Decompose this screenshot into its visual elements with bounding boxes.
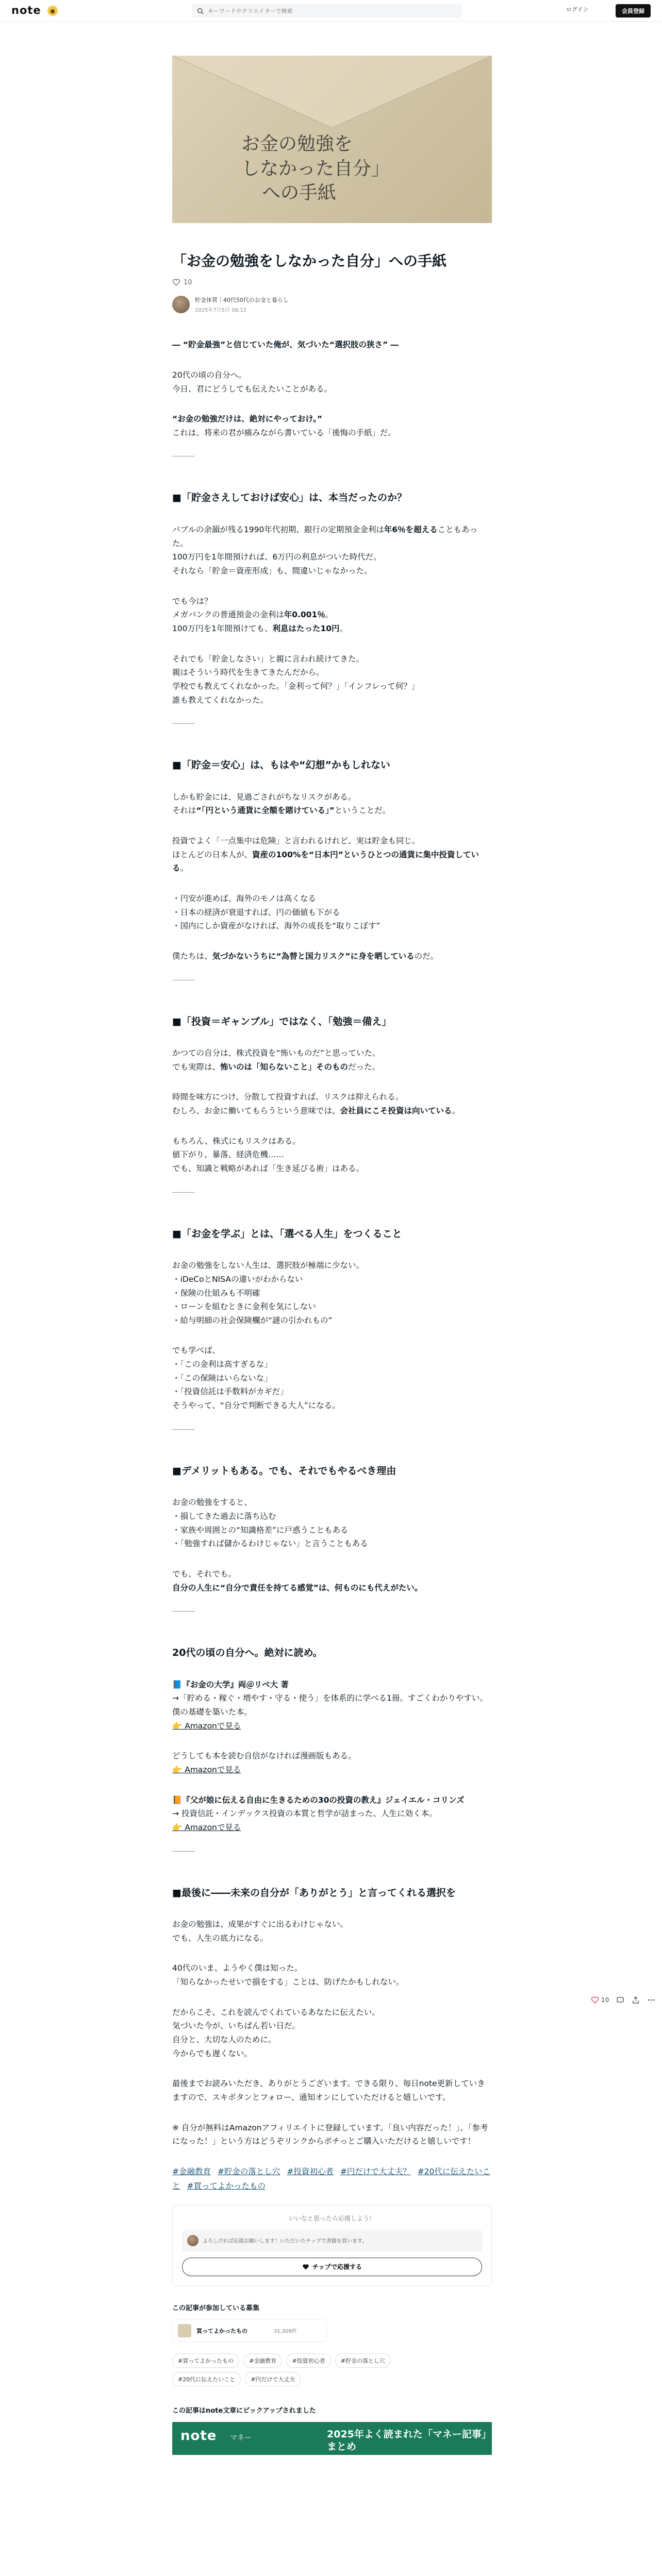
body-line: メガバンクの普通預金の金利は <box>172 610 284 620</box>
amazon-link[interactable]: 👉 Amazonで見る <box>172 1765 241 1774</box>
list-item: ・「投資信託は手数料がカギだ」 <box>172 1387 288 1397</box>
body-line: 。 <box>452 1106 460 1116</box>
body-line: バブルの余韻が残る1990年代初期、銀行の定期預金金利は <box>172 524 384 534</box>
banner-title: 2025年よく読まれた「マネー記事」まとめ <box>327 2428 491 2453</box>
author-name[interactable]: 貯金体質｜40代50代のお金と暮らし <box>195 297 289 304</box>
body-line: 100万円を1年間預ければ、6万円の利息がついた時代だ。 <box>172 552 382 562</box>
body-line: お金の勉強は、成果がすぐに出るわけじゃない。 <box>172 1920 349 1929</box>
contest-name: 買ってよかったもの <box>196 2327 247 2334</box>
body-line: むしろ、お金に働いてもらうという意味では、 <box>172 1106 340 1116</box>
support-box <box>172 2205 492 2286</box>
body-line: そうやって、“自分で判断できる大人”になる。 <box>172 1401 340 1411</box>
body-line: でも学べば、 <box>172 1346 221 1355</box>
body-line: もちろん、株式にもリスクはある。 <box>172 1136 301 1146</box>
body-line: これは、将来の君が痛みながら書いている「後悔の手紙」だ。 <box>172 428 396 437</box>
support-title: いいなと思ったら応援しよう！ <box>288 2214 375 2222</box>
author-avatar[interactable] <box>172 296 190 313</box>
body-line: しかも貯金には、見過ごされがちなリスクがある。 <box>172 792 356 802</box>
list-item: ・ローンを組むときに金利を気にしない <box>172 1302 316 1312</box>
body-line: それは <box>172 806 196 816</box>
side-action-bar <box>591 1996 655 2004</box>
body-line: 40代のいま、ようやく僕は知った。 <box>172 1963 303 1973</box>
section-heading: 20代の頃の自分へ。絶対に読め。 <box>172 1647 323 1659</box>
heart-icon[interactable] <box>591 1996 599 2004</box>
body-line: どうしても本を読む自信がなければ漫画版もある。 <box>172 1751 356 1761</box>
body-emphasis: 資産の100%を“日本円”というひとつの通貨に集中投資している <box>172 850 479 873</box>
amazon-link[interactable]: 👉 Amazonで見る <box>172 1822 241 1832</box>
tip-support-button[interactable] <box>182 2258 482 2276</box>
body-line: でも、知識と戦略があれば「生き延びる術」はある。 <box>172 1164 365 1174</box>
body-line: 。 <box>339 623 348 633</box>
tag-link[interactable]: #買ってよかったもの <box>187 2181 266 2191</box>
hashtag-chip[interactable]: #20代に伝えたいこと <box>172 2372 241 2386</box>
body-line: だった。 <box>348 1062 380 1072</box>
body-line: 20代の頃の自分へ。 <box>172 370 246 380</box>
like-count: 10 <box>184 278 192 286</box>
body-emphasis: 怖いのは「知らないこと」そのもの <box>220 1062 349 1072</box>
search-bar[interactable] <box>192 4 462 18</box>
divider <box>172 1429 195 1430</box>
body-line: ほとんどの日本人が、 <box>172 850 253 859</box>
contest-thumbnail <box>178 2324 191 2337</box>
divider <box>172 1611 195 1612</box>
body-line: 。 <box>180 863 189 873</box>
list-item: ・損してきた過去に落ち込む <box>172 1511 276 1521</box>
body-line: 誰も教えてくれなかった。 <box>172 695 269 705</box>
section-heading: ■「投資＝ギャンブル」ではなく、「勉強＝備え」 <box>172 1015 392 1027</box>
banner-category: マネー <box>230 2433 252 2442</box>
section-heading: ■「お金を学ぶ」とは、「選べる人生」をつくること <box>172 1228 402 1240</box>
tag-link[interactable]: #貯金の落とし穴 <box>217 2166 280 2176</box>
tag-list <box>172 2165 492 2194</box>
hero-line: お金の勉強を <box>241 133 353 155</box>
body-line: “お金の勉強だけは、絶対にやっておけ。” <box>172 414 323 424</box>
body-line: でも、人生の底力になる。 <box>172 1933 269 1943</box>
tag-link[interactable]: #円だけで大丈夫？ <box>340 2166 411 2176</box>
author-avatar[interactable] <box>187 2235 198 2246</box>
list-item: ・「勉強すれば儲かるわけじゃない」と言うこともある <box>172 1539 368 1549</box>
list-item: ・日本の経済が衰退すれば、円の価値も下がる <box>172 907 340 917</box>
tip-icon <box>302 2263 309 2270</box>
list-item: ・保険の仕組みも不明確 <box>172 1288 260 1298</box>
body-emphasis: 自分の人生に“自分で責任を持てる感覚”は、何ものにも代えがたい。 <box>172 1583 423 1592</box>
like-count: 10 <box>601 1996 609 2004</box>
heart-icon[interactable] <box>172 278 180 286</box>
publish-date: 2025年7月5日 08:12 <box>195 308 247 314</box>
hashtag-chip[interactable]: #投資初心者 <box>286 2353 330 2368</box>
support-message-card <box>182 2230 482 2251</box>
body-line: ということだ。 <box>334 806 391 816</box>
article-body <box>172 338 492 2194</box>
contest-heading: この記事が参加している募集 <box>172 2304 260 2312</box>
body-line: 100万円を1年間預けても、 <box>172 623 273 633</box>
body-line: だからこそ、これを読んでくれているあなたに伝えたい。 <box>172 2007 380 2017</box>
hashtag-chip[interactable]: #買ってよかったもの <box>172 2353 239 2368</box>
note-logo: note <box>180 2428 217 2444</box>
body-line: お金の勉強をしない人生は、選択肢が極端に少ない。 <box>172 1261 365 1270</box>
comment-icon[interactable] <box>616 1996 624 2004</box>
tag-link[interactable]: #20代に伝えたいこと <box>172 2166 490 2191</box>
body-emphasis: 年0.001％ <box>284 610 325 620</box>
body-line: 気づいた今が、いちばん若い日だ。 <box>172 2021 301 2031</box>
tag-link[interactable]: #投資初心者 <box>287 2166 334 2176</box>
support-message: よろしければ応援お願いします！いただいたチップで書籍を買います。 <box>203 2239 368 2245</box>
list-item: ・国内にしか資産がなければ、海外の成長を“取りこぼす” <box>172 921 380 931</box>
divider <box>172 723 195 724</box>
body-line: 今からでも遅くない。 <box>172 2048 252 2058</box>
divider <box>172 1851 195 1852</box>
contest-count: 31,309件 <box>274 2329 297 2335</box>
pickup-heading: この記事はnote文章にピックアップされました <box>172 2406 316 2415</box>
top-header <box>0 0 662 22</box>
body-line: 学校でも教えてくれなかった。「金利って何？」「インフレって何？」 <box>172 681 420 691</box>
search-input[interactable] <box>208 8 445 14</box>
list-item: ・「この金利は高すぎるな」 <box>172 1360 272 1369</box>
body-line: 。 <box>325 610 334 620</box>
login-button[interactable]: ログイン <box>566 6 589 13</box>
body-emphasis: 年6％を超える <box>384 524 438 534</box>
hashtag-chip[interactable]: #金融教育 <box>243 2353 282 2368</box>
section-heading: ■「貯金さえしておけば安心」は、本当だったのか？ <box>172 492 407 504</box>
tag-link[interactable]: #金融教育 <box>172 2166 211 2176</box>
body-line: でも、それでも。 <box>172 1569 237 1579</box>
body-line: 値下がり、暴落、経済危機…… <box>172 1150 285 1160</box>
divider <box>172 1192 195 1193</box>
body-line: それでも「貯金しなさい」と親に言われ続けてきた。 <box>172 654 365 664</box>
hero-text <box>241 132 390 206</box>
body-line: それなら「貯金＝資産形成」も、間違いじゃなかった。 <box>172 566 372 575</box>
mascot-icon: ● <box>47 6 58 16</box>
author-block[interactable] <box>172 296 492 313</box>
body-line: 最後までお読みいただき、ありがとうございます。できる限り、毎日note更新していきますので、スキボタンとフォロー、通知オンにしていただけると嬉しいです。 <box>172 2079 485 2102</box>
hero-line: しなかった自分」 <box>241 158 390 179</box>
body-line: 「知らなかったせいで損をする」ことは、防げたかもしれない。 <box>172 1977 404 1987</box>
share-icon[interactable] <box>632 1996 640 2004</box>
contest-card[interactable] <box>172 2319 327 2342</box>
body-line: 自分と、大切な人のために。 <box>172 2035 276 2045</box>
book-title: 📘『お金の大学』両＠リベ大 著 <box>172 1680 289 1689</box>
section-heading: ■「貯金＝安心」は、もはや“幻想”かもしれない <box>172 759 390 771</box>
body-line: お金の勉強をすると、 <box>172 1498 253 1507</box>
body-line: ※ 自分が無料はAmazonアフィリエイトに登録しています。「良い内容だった！」、「参考になった！」という方はどうぞリンクからポチっとご購入いただけると嬉しいです！ <box>172 2123 488 2146</box>
body-line: こともあった。 <box>172 524 477 548</box>
body-line: 僕たちは、 <box>172 951 212 961</box>
search-icon <box>197 8 204 14</box>
hero-line: への手紙 <box>262 182 337 204</box>
article <box>172 56 492 2455</box>
list-item: ・給与明細の社会保険欄が“謎の引かれもの” <box>172 1315 333 1325</box>
body-emphasis: “「円という通貨に全額を賭けている」” <box>196 806 335 816</box>
body-line: 今日、君にどうしても伝えたいことがある。 <box>172 384 333 394</box>
list-item: ・「この保険はいらないな」 <box>172 1373 272 1383</box>
hashtag-chip[interactable]: #円だけで大丈夫 <box>245 2372 301 2386</box>
body-line: 投資でよく「一点集中は危険」と言われるけれど、実は貯金も同じ。 <box>172 836 420 845</box>
body-emphasis: 会社員にこそ投資は向いている <box>340 1106 452 1116</box>
list-item: ・家族や周囲との“知識格差”に戸惑うこともある <box>172 1525 349 1535</box>
body-line: かつての自分は、株式投資を“怖いものだ”と思っていた。 <box>172 1048 380 1058</box>
hashtag-chips <box>172 2353 461 2386</box>
list-item: ・円安が進めば、海外のモノは高くなる <box>172 893 316 903</box>
amazon-link[interactable]: 👉 Amazonで見る <box>172 1721 241 1731</box>
body-line: 親はそういう時代を生きてきたんだから。 <box>172 668 324 677</box>
pickup-banner[interactable] <box>172 2422 492 2455</box>
body-line: でも実際は、 <box>172 1062 221 1072</box>
book-description: → 投資信託・インデックス投資の本質と哲学が詰まった、人生に効く本。 <box>172 1809 437 1819</box>
body-line: でも今は？ <box>172 596 212 606</box>
section-heading: ■最後に――未来の自分が「ありがとう」と言ってくれる選択を <box>172 1887 456 1899</box>
body-emphasis: 利息はたった10円 <box>272 623 340 633</box>
envelope-flap-icon <box>172 56 492 138</box>
tip-support-label: チップで応援する <box>312 2263 362 2271</box>
body-line: 時間を味方につけ、分散して投資すれば、リスクは抑えられる。 <box>172 1092 404 1102</box>
section-heading: ■デメリットもある。でも、それでもやるべき理由 <box>172 1465 396 1477</box>
body-line: のだ。 <box>414 951 439 961</box>
register-button[interactable]: 会員登録 <box>616 4 651 18</box>
lead-text: ― “貯金最強”と信じていた俺が、気づいた“選択肢の狭さ” ― <box>172 340 399 350</box>
book-title: 📙『父が娘に伝える自由に生きるための30の投資の教え』ジェイエル・コリンズ <box>172 1795 465 1805</box>
list-item: ・iDeCoとNISAの違いがわからない <box>172 1274 303 1284</box>
article-title: 「お金の勉強をしなかった自分」への手紙 <box>172 252 447 269</box>
book-description: →「貯める・稼ぐ・増やす・守る・使う」を体系的に学べる1冊。すごくわかりやすい。僕の基礎を築いた本。 <box>172 1693 488 1717</box>
hashtag-chip[interactable]: #貯金の落とし穴 <box>335 2353 391 2368</box>
more-icon[interactable] <box>647 1996 655 2004</box>
body-emphasis: 気づかないうちに“為替と国力リスク”に身を晒している <box>212 951 415 961</box>
hero-image <box>172 56 492 223</box>
note-logo[interactable]: note <box>11 4 41 16</box>
like-row[interactable] <box>172 278 492 286</box>
